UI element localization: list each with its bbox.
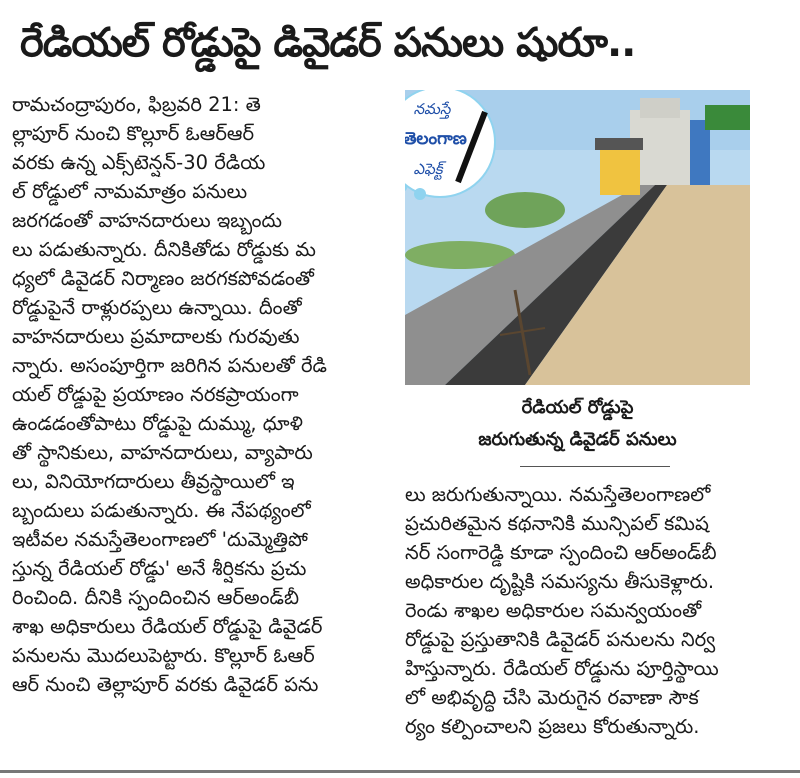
text-line: ల్ రోడ్డులో నామమాత్రం పనులు bbox=[12, 180, 248, 203]
text-line: వాహనదారులు ప్రమాదాలకు గురవుతు bbox=[12, 325, 300, 348]
text-line: శాఖ అధికారులు రేడియల్ రోడ్డుపై డివైడర్ bbox=[12, 615, 323, 638]
text-line: ఇటీవల నమస్తేతెలంగాణలో 'దుమ్మెత్తిపో bbox=[12, 528, 308, 551]
logo-line-3: ఎఫెక్ట్ bbox=[413, 160, 443, 178]
text-line: లు పడుతున్నారు. దీనికితోడు రోడ్డుకు మ bbox=[12, 238, 316, 261]
text-line: ప్రచురితమైన కథనానికి మున్సిపల్ కమిష bbox=[405, 512, 709, 535]
text-line: లు జరుగుతున్నాయి. నమస్తేతెలంగాణలో bbox=[405, 483, 711, 506]
text-line: ల్లాపూర్ నుంచి కొల్లూర్ ఓఆర్ఆర్ bbox=[12, 122, 255, 145]
logo-line-2: తెలంగాణ bbox=[403, 129, 467, 149]
logo-line-1: నమస్తే bbox=[413, 100, 451, 118]
text-line: యల్ రోడ్డుపై ప్రయాణం నరకప్రాయంగా bbox=[12, 383, 299, 406]
text-line: నర్ సంగారెడ్డి కూడా స్పందించి ఆర్అండ్‌బీ bbox=[405, 541, 717, 564]
text-line: న్నారు. అసంపూర్తిగా జరిగిన పనులతో రేడి bbox=[12, 354, 327, 377]
caption-line: జరుగుతున్న డివైడర్ పనులు bbox=[478, 429, 677, 450]
text-line: అధికారుల దృష్టికి సమస్యను తీసుకెళ్లారు. bbox=[405, 570, 715, 593]
text-line: ఉండడంతోపాటు రోడ్డుపై దుమ్ము, ధూళి bbox=[12, 412, 303, 435]
text-line: రోడ్డుపైనే రాళ్లురప్పలు ఉన్నాయి. దీంతో bbox=[12, 296, 302, 319]
caption-divider bbox=[520, 466, 670, 467]
text-line: స్తున్న రేడియల్ రోడ్డు' అనే శీర్షికను ప్రచు bbox=[12, 557, 307, 580]
text-line: ధ్యలో డివైడర్ నిర్మాణం జరగకపోవడంతో bbox=[12, 267, 314, 290]
text-line: లు, వినియోగదారులు తీవ్రస్థాయిలో ఇ bbox=[12, 470, 295, 493]
text-line: బ్బందులు పడుతున్నారు. ఈ నేపథ్యంలో bbox=[12, 499, 311, 522]
text-line: రెండు శాఖల అధికారుల సమన్వయంతో bbox=[405, 599, 702, 622]
caption-line: రేడియల్ రోడ్డుపై bbox=[521, 397, 634, 418]
text-line: లో అభివృద్ధి చేసి మెరుగైన రవాణా సౌక bbox=[405, 686, 699, 709]
right-column bbox=[405, 480, 761, 741]
headline: రేడియల్ రోడ్డుపై డివైడర్ పనులు షురూ.. bbox=[20, 20, 636, 66]
road-divider-photo bbox=[405, 90, 750, 385]
bottom-divider bbox=[0, 770, 800, 773]
namaste-telangana-effect-logo bbox=[405, 90, 505, 207]
text-line: రోడ్డుపై ప్రస్తుతానికి డివైడర్ పనులను నిర్వ bbox=[405, 628, 716, 651]
text-line: ర్యం కల్పించాలని ప్రజలు కోరుతున్నారు. bbox=[405, 715, 700, 738]
text-line: రామచంద్రాపురం, ఫిబ్రవరి 21: తె bbox=[12, 93, 261, 116]
text-line: వరకు ఉన్న ఎక్స్‌టెన్షన్-30 రేడియ bbox=[12, 151, 266, 174]
text-line: పనులను మొదలుపెట్టారు. కొల్లూర్ ఓఆర్ bbox=[12, 644, 315, 667]
text-line: ఆర్ నుంచి తెల్లాపూర్ వరకు డివైడర్ పను bbox=[12, 673, 319, 696]
text-line: జరగడంతో వాహనదారులు ఇబ్బందు bbox=[12, 209, 282, 232]
text-line: హిస్తున్నారు. రేడియల్ రోడ్డును పూర్తిస్థాయి bbox=[405, 657, 719, 680]
left-column bbox=[12, 90, 394, 699]
text-line: తో స్థానికులు, వాహనదారులు, వ్యాపారు bbox=[12, 441, 313, 464]
photo-caption bbox=[405, 392, 750, 456]
text-line: రించింది. దీనికి స్పందించిన ఆర్అండ్‌బీ bbox=[12, 586, 299, 609]
